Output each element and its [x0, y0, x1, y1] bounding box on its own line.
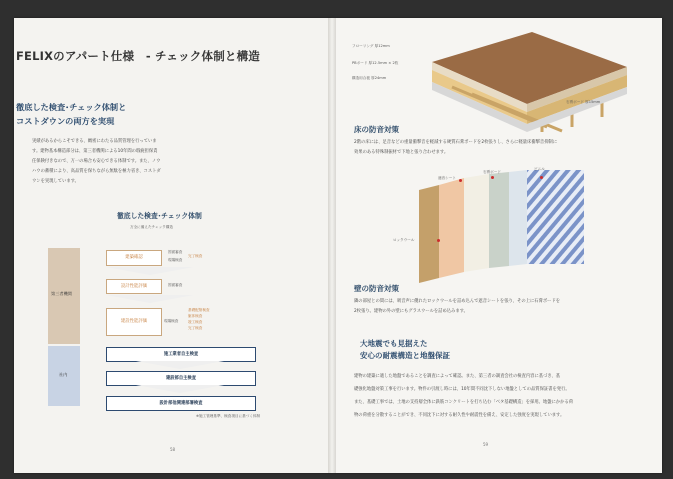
internal-check-design: 設計部他関連部署検査	[106, 396, 256, 411]
third-party-label: 第三者機関	[51, 291, 72, 296]
floor-soundproof-title: 床の防音対策	[354, 125, 399, 134]
check-note: 躯体検査	[188, 314, 203, 318]
flow-arrow	[136, 361, 224, 369]
wall-body-line: 2枚張り。建物の外の壁にもグラスウールを詰め込みます。	[354, 309, 468, 314]
check-note: 基礎配筋検査	[188, 308, 210, 312]
layer-label-gypsum: 石膏ボード	[483, 170, 501, 174]
diagram-label-floorboard: 構造用合板 厚24mm	[352, 76, 387, 80]
label-marker	[459, 179, 462, 182]
body-line: す。建物基本構造部分は、第三者機関による10年間の瑕疵担保責	[32, 149, 158, 154]
chart-footnote: ※施工管理基準、検査項目に基づく体制	[196, 414, 261, 418]
page-number-left: 58	[170, 447, 176, 452]
diagram-label-flooring: フローリング 厚12mm	[352, 44, 390, 48]
body-line: ウンを実現しています。	[32, 179, 79, 184]
diagram-label-plywood: PBボード 厚12.5mm × 2枚	[352, 61, 399, 65]
wall-soundproof-title: 壁の防音対策	[354, 284, 399, 293]
check-box-design-evaluation: 設計性能評価	[106, 279, 162, 294]
check-box-building-confirmation: 建築確認	[106, 250, 162, 266]
diagram-label-gypsum: 石膏ボード 厚15mm	[566, 100, 601, 104]
floor-body-line: 2階の床には、足音などの重量衝撃音を軽減する硬質石膏ボードを2枚張りし、さらに軽量床衝撃音抑制に	[354, 140, 558, 145]
body-line: 実績があるからこそできる、緻密にわたる品質管理を行っていま	[32, 139, 157, 144]
page-number-right: 59	[483, 442, 489, 447]
quake-body-line: また、基礎工事では、土地の支持層全体に鉄筋コンクリートを打ち込む「ベタ基礎構造」を採用。地盤にかかる荷	[354, 400, 574, 405]
quake-body-line: 建物の建築に適した地盤であることを調査によって確認。また、第三者の調査会社の検査内容に基づき、基	[354, 374, 561, 379]
check-item: 現場検査	[168, 258, 183, 262]
quake-body-line: 物の荷重を分散することができ、不同沈下に対する耐久性や耐震性を備え、安定した強度を実現しています。	[354, 413, 565, 418]
section-heading-line1: 徹底した検査･チェック体制と	[16, 102, 127, 112]
quake-heading-line1: 大地震でも見据えた	[360, 339, 428, 348]
rockwool-layer	[439, 178, 464, 278]
check-note: 竣工検査	[188, 320, 203, 324]
gypsum-layer-2	[509, 170, 527, 266]
wall-body-line: 隣の部屋との間には、吸音声に優れたロックウールを詰め込んで遮音シートを張り、その上に石膏ボードを	[354, 299, 561, 304]
internal-check-construction: 建設部自主検査	[106, 371, 256, 386]
body-line: ハウの蓄積により、高品質を保ちながら無駄を極力省き、コストダ	[32, 169, 161, 174]
check-note: 完了検査	[188, 254, 203, 258]
label-marker	[437, 239, 440, 242]
check-note: 完了検査	[188, 326, 203, 330]
section-heading-line2: コストダウンの両方を実現	[16, 116, 115, 126]
page-title: FELIXのアパート仕様 - チェック体制と構造	[16, 49, 260, 63]
wall-layers-illustration	[409, 170, 589, 283]
floor-body-line: 効果のある特殊制振材で下地と張り合わせます。	[354, 150, 449, 155]
body-line: 任保険付きなので、万一の場合も安心できる体制です。また、ノウ	[32, 159, 161, 164]
layer-label-rockwool: ロックウール	[393, 238, 415, 242]
check-item: 図面審査	[168, 283, 183, 287]
quake-heading-line2: 安心の耐震構造と地盤保証	[360, 351, 450, 360]
flow-arrow	[106, 267, 194, 275]
internal-check-contractor: 施工業者自主検査	[106, 347, 256, 362]
internal-label: 社内	[59, 372, 68, 377]
vinyl-layer	[527, 170, 584, 264]
layer-label-vinyl: ビニル	[534, 167, 545, 171]
chart-subtitle: 万全に備えたチェック構造	[130, 225, 174, 229]
check-box-construction-evaluation: 建設性能評価	[106, 308, 162, 336]
chart-title: 徹底した検査･チェック体制	[117, 212, 202, 220]
wall-stud	[419, 185, 439, 283]
check-item: 図面審査	[168, 250, 183, 254]
gypsum-layer-1	[489, 172, 509, 268]
check-system-diagram	[48, 248, 270, 426]
label-marker	[540, 176, 543, 179]
flow-arrow	[106, 295, 194, 303]
check-item: 現場検査	[164, 319, 179, 323]
flow-arrow	[136, 385, 224, 393]
layer-label-sheet: 遮音シート	[438, 176, 456, 180]
quake-body-line: 礎強化地盤対策工事を行います。物件の引渡し時には、10年間不同沈下しない地盤としての品質保証書を発行。	[354, 387, 570, 392]
book-gutter	[328, 18, 336, 473]
sheet-layer	[464, 174, 489, 272]
label-marker	[491, 176, 494, 179]
floor-structure-illustration	[412, 32, 627, 136]
